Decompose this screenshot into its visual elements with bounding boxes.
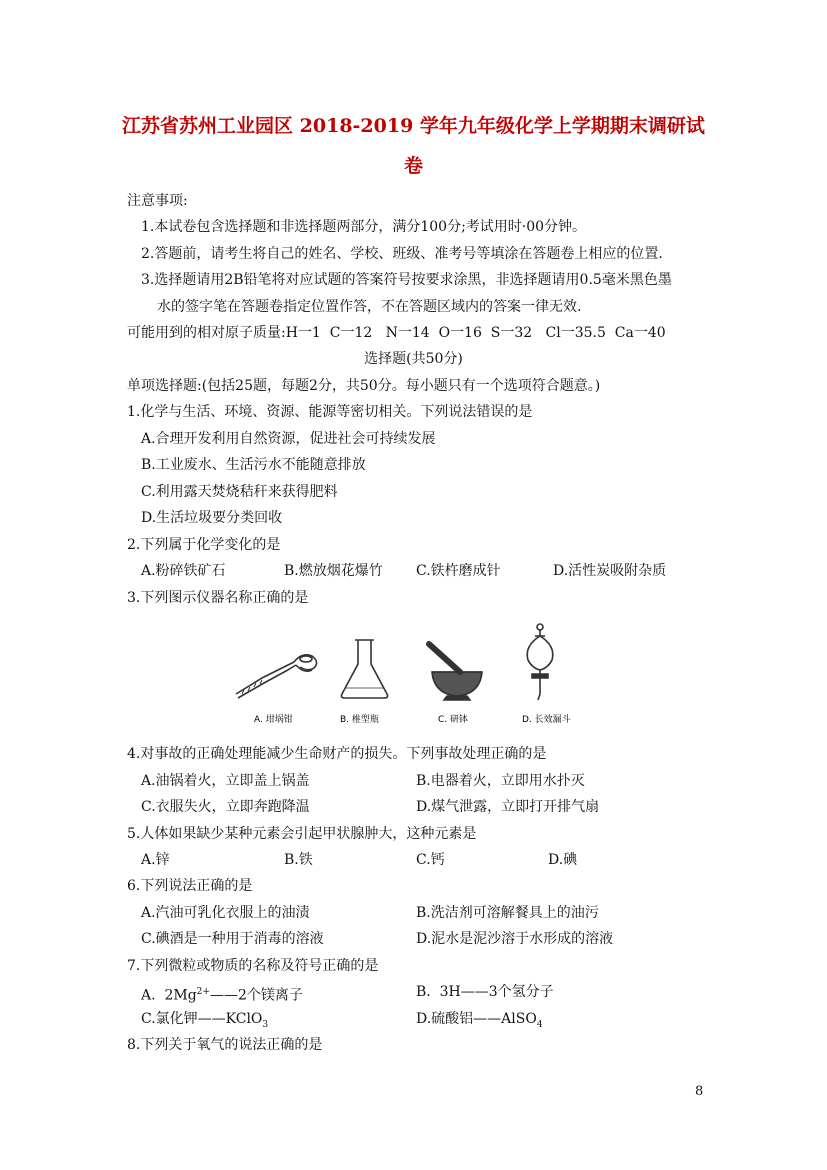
- q7-option-d-subscript: 4: [536, 1019, 543, 1030]
- q5-option-b: B.铁: [284, 852, 313, 868]
- q3-label-c: C. 研钵: [438, 715, 469, 725]
- q5-option-d: D.碘: [548, 852, 578, 868]
- q2-option-c: C.铁杵磨成针: [416, 563, 501, 579]
- q7-option-a: [141, 983, 303, 1005]
- q4-option-c: C.衣服失火，立即奔跑降温: [141, 799, 310, 815]
- q2-option-b: B.燃放烟花爆竹: [284, 563, 383, 579]
- page-number: 8: [695, 1084, 704, 1099]
- q7-option-c: [141, 1010, 268, 1034]
- instruction-line: 单项选择题:(包括25题，每题2分，共50分。每小题只有一个选项符合题意。): [127, 378, 601, 394]
- q4-option-b: B.电器着火，立即用水扑灭: [416, 773, 585, 789]
- q1-stem: 1.化学与生活、环境、资源、能源等密切相关。下列说法错误的是: [127, 404, 533, 420]
- notice-heading: 注意事项:: [127, 193, 188, 209]
- q7-option-a-formula: A. 2Mg: [141, 987, 197, 1004]
- q7-option-c-text: C.氯化钾——KClO: [141, 1011, 263, 1027]
- q4-option-a: A.油锅着火，立即盖上锅盖: [141, 773, 310, 789]
- notice-item-2: 2.答题前，请考生将自己的姓名、学校、班级、准考号等填涂在答题卷上相应的位置.: [141, 246, 663, 262]
- q4-option-d: D.煤气泄露，立即打开排气扇: [416, 799, 600, 815]
- q5-option-c: C.钙: [416, 852, 445, 868]
- q1-option-c: C.利用露天焚烧秸秆来获得肥料: [141, 484, 338, 500]
- notice-item-3: 3.选择题请用2B铅笔将对应试题的答案符号按要求涂黑，非选择题请用0.5毫米黑色墨: [141, 272, 672, 288]
- q4-stem: 4.对事故的正确处理能减少生命财产的损失。下列事故处理正确的是: [127, 746, 547, 762]
- q7-option-a-desc: ——2个镁离子: [209, 987, 303, 1004]
- q2-option-d: D.活性炭吸附杂质: [553, 563, 667, 579]
- exam-title-line2: 卷: [403, 155, 423, 177]
- q8-stem: 8.下列关于氧气的说法正确的是: [127, 1037, 323, 1053]
- q7-option-c-subscript: 3: [262, 1019, 269, 1030]
- notice-item-3-cont: 水的签字笔在答题卷指定位置作答，不在答题区域内的答案一律无效.: [157, 299, 582, 315]
- q3-stem: 3.下列图示仪器名称正确的是: [127, 590, 309, 606]
- q7-option-a-charge: 2+: [196, 987, 210, 997]
- q7-option-b: B. 3H——3个氢分子: [416, 984, 554, 1000]
- crucible-tongs-icon: [236, 655, 317, 698]
- q1-option-a: A.合理开发利用自然资源，促进社会可持续发展: [141, 431, 436, 447]
- q6-stem: 6.下列说法正确的是: [127, 878, 253, 894]
- atomic-mass-line: 可能用到的相对原子质量:H一1 C一12 N一14 O一16 S一32 Cl一35.5 Ca一40: [127, 325, 666, 341]
- q2-option-a: A.粉碎铁矿石: [141, 563, 226, 579]
- q5-stem: 5.人体如果缺少某种元素会引起甲状腺肿大，这种元素是: [127, 826, 477, 842]
- q6-option-d: D.泥水是泥沙溶于水形成的溶液: [416, 931, 614, 947]
- q1-option-b: B.工业废水、生活污水不能随意排放: [141, 457, 366, 473]
- section-title: 选择题(共50分): [364, 351, 463, 367]
- separatory-funnel-icon: [527, 624, 553, 700]
- q3-label-b: B. 椎型瓶: [340, 715, 379, 725]
- q3-apparatus-figure: [232, 622, 592, 727]
- notice-item-1: 1.本试卷包含选择题和非选择题两部分，满分100分;考试用时·00分钟。: [141, 219, 587, 235]
- q6-option-c: C.碘酒是一种用于消毒的溶液: [141, 931, 324, 947]
- q3-label-a: A. 坩埚钳: [254, 715, 293, 725]
- q7-option-d: [416, 1010, 543, 1034]
- q5-option-a: A.锌: [141, 852, 170, 868]
- q1-option-d: D.生活垃圾要分类回收: [141, 510, 283, 526]
- q2-stem: 2.下列属于化学变化的是: [127, 537, 281, 553]
- conical-flask-icon: [341, 640, 387, 698]
- q7-stem: 7.下列微粒或物质的名称及符号正确的是: [127, 958, 379, 974]
- q6-option-b: B.洗洁剂可溶解餐具上的油污: [416, 905, 599, 921]
- q6-option-a: A.汽油可乳化衣服上的油渍: [141, 905, 310, 921]
- q3-label-d: D. 长效漏斗: [522, 715, 571, 725]
- exam-title-line1: 江苏省苏州工业园区 2018-2019 学年九年级化学上学期期末调研试: [122, 115, 705, 137]
- mortar-pestle-icon: [429, 644, 482, 700]
- q7-option-d-text: D.硫酸铝——AlSO: [416, 1011, 537, 1027]
